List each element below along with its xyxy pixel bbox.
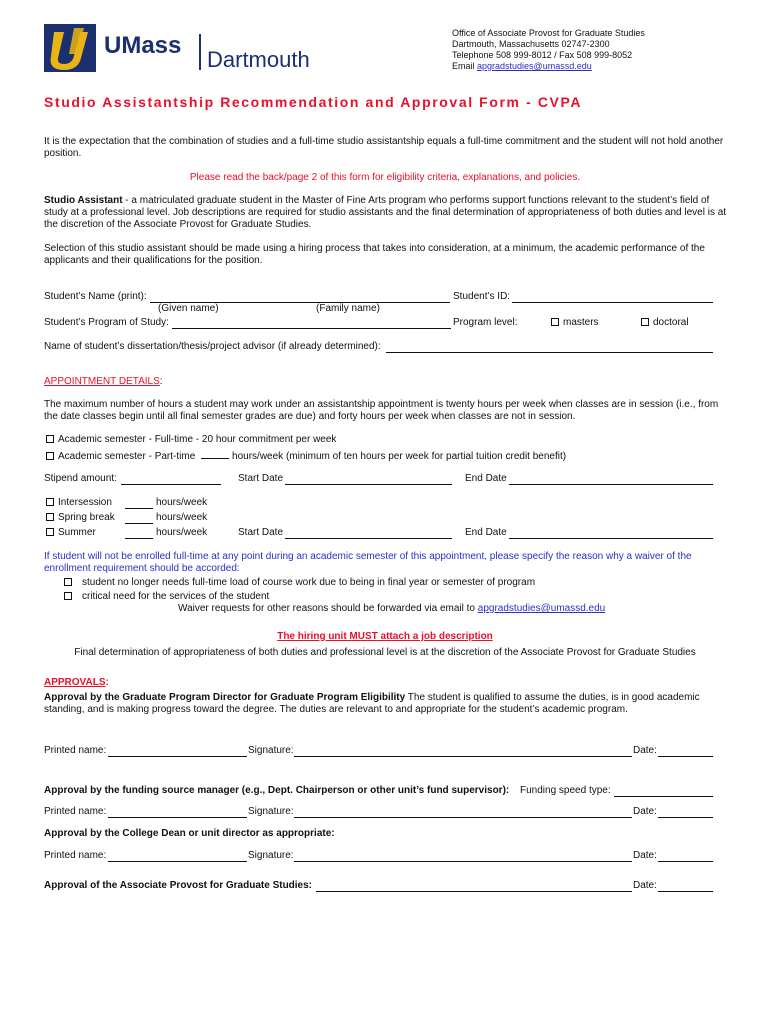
spring-break-checkbox[interactable] (46, 513, 54, 521)
funding-date-label: Date: (633, 806, 657, 817)
stipend-field[interactable] (121, 474, 221, 485)
given-name-caption: (Given name) (158, 303, 219, 314)
dean-signature-field[interactable] (294, 851, 632, 862)
student-id-label: Student’s ID: (453, 291, 511, 302)
full-time-option[interactable] (46, 434, 336, 445)
appointment-heading-text: APPOINTMENT DETAILS (44, 376, 160, 387)
logo-dartmouth-text: Dartmouth (207, 47, 310, 72)
funding-date-field[interactable] (658, 807, 713, 818)
final-determination-note: Final determination of appropriateness of both duties and professional level is at the discretion of the Associate Provost for Graduate Studies (74, 647, 696, 658)
dean-signature-label: Signature: (248, 850, 294, 861)
program-study-label: Student’s Program of Study: (44, 317, 169, 328)
student-id-field[interactable] (512, 292, 713, 303)
summer-label: Summer (58, 527, 96, 538)
appointment-heading (44, 376, 163, 387)
dean-printed-field[interactable] (108, 851, 247, 862)
spring-break-label: Spring break (58, 512, 115, 523)
intersession-label: Intersession (58, 497, 112, 508)
provost-approval-title: Approval of the Associate Provost for Graduate Studies: (44, 880, 313, 891)
part-time-label: Academic semester - Part-time (58, 451, 196, 462)
doctoral-checkbox[interactable] (641, 318, 649, 326)
logo-divider (199, 34, 201, 70)
gpd-signature-field[interactable] (294, 746, 632, 757)
definition-text: - a matriculated graduate student in the Master of Fine Arts program who performs support functions relevant to the student’s field of study at a professional level. Job descriptions are required for studio assistants and the final determination of appropriateness of both duties and level is at the discretion of the Associate Provost for Graduate Studies. (44, 195, 727, 230)
end-date-label-2: End Date (465, 527, 507, 538)
doctoral-option[interactable] (641, 317, 689, 328)
funding-type-label: Funding speed type: (520, 785, 611, 796)
funding-type-field[interactable] (614, 786, 713, 797)
approvals-heading-colon: : (105, 677, 109, 688)
end-date-label-1: End Date (465, 473, 507, 484)
full-time-label: Academic semester - Full-time - 20 hour commitment per week (58, 434, 337, 445)
intersession-checkbox[interactable] (46, 498, 54, 506)
email-label: Email (452, 61, 478, 71)
waiver-option-2[interactable] (64, 591, 269, 602)
provost-signature-field[interactable] (316, 881, 632, 892)
waiver-email-link[interactable]: apgradstudies@umassd.edu (477, 603, 606, 614)
gpd-approval-text: The student is qualified to assume the duties, is in good academic standing, and is making progress toward the degree. The duties are relevant to and appropriate for the student’s academic program. (44, 692, 700, 715)
end-date-field-2[interactable] (509, 528, 713, 539)
office-name: Office of Associate Provost for Graduate Studies (452, 28, 645, 38)
program-study-field[interactable] (172, 318, 451, 329)
dean-date-label: Date: (633, 850, 657, 861)
waiver-option-1[interactable] (64, 577, 535, 588)
office-address-block (452, 28, 645, 72)
family-name-caption: (Family name) (316, 303, 380, 314)
start-date-field-1[interactable] (285, 474, 452, 485)
gpd-date-field[interactable] (658, 746, 713, 757)
office-email-line (452, 61, 645, 72)
funding-approval-title: Approval by the funding source manager (e.g., Dept. Chairperson or other unit’s fund supervisor): (44, 785, 510, 796)
funding-signature-field[interactable] (294, 807, 632, 818)
summer-option[interactable] (46, 527, 96, 538)
masters-option[interactable] (551, 317, 599, 328)
funding-printed-field[interactable] (108, 807, 247, 818)
program-level-label: Program level: (453, 317, 518, 328)
stipend-label: Stipend amount: (44, 473, 117, 484)
umass-logo (44, 24, 334, 74)
waiver-other-line (178, 603, 605, 614)
summer-hours-field[interactable] (125, 528, 153, 539)
spring-break-option[interactable] (46, 512, 115, 523)
logo-umass-text: UMass (104, 32, 182, 59)
waiver-option-2-checkbox[interactable] (64, 592, 72, 600)
funding-printed-label: Printed name: (44, 806, 107, 817)
doctoral-label: doctoral (653, 317, 689, 328)
gpd-printed-field[interactable] (108, 746, 247, 757)
waiver-option-1-checkbox[interactable] (64, 578, 72, 586)
start-date-label-2: Start Date (238, 527, 284, 538)
spring-hours-label: hours/week (156, 512, 208, 523)
gpd-date-label: Date: (633, 745, 657, 756)
definition-term: Studio Assistant (44, 195, 123, 206)
read-note: Please read the back/page 2 of this form for eligibility criteria, explanations, and policies. (189, 172, 581, 183)
intersession-option[interactable] (46, 497, 112, 508)
start-date-field-2[interactable] (285, 528, 452, 539)
advisor-label: Name of student’s dissertation/thesis/project advisor (if already determined): (44, 341, 381, 352)
start-date-label-1: Start Date (238, 473, 284, 484)
office-email-link[interactable]: apgradstudies@umassd.edu (477, 61, 592, 71)
form-title: Studio Assistantship Recommendation and Approval Form - CVPA (44, 94, 583, 110)
office-city: Dartmouth, Massachusetts 02747-2300 (452, 39, 610, 49)
part-time-option[interactable] (46, 448, 566, 462)
masters-checkbox[interactable] (551, 318, 559, 326)
max-hours-text: The maximum number of hours a student may work under an assistantship appointment is twenty hours per week when classes are in session (i.e., from the date classes begin until all final semester grades are due) and forty hours per week when classes are not in session. (44, 399, 719, 422)
appointment-heading-colon: : (159, 376, 163, 387)
waiver-other-text: Waiver requests for other reasons should be forwarded via email to (178, 603, 478, 614)
selection-paragraph: Selection of this studio assistant should be made using a hiring process that takes into consideration, at a minimum, the academic performance of the applicants and their qualifications for the position. (44, 243, 705, 266)
dean-approval-title: Approval by the College Dean or unit director as appropriate: (44, 828, 335, 839)
intersession-hours-label: hours/week (156, 497, 208, 508)
summer-checkbox[interactable] (46, 528, 54, 536)
office-phone: Telephone 508 999-8012 / Fax 508 999-8052 (452, 50, 633, 60)
funding-signature-label: Signature: (248, 806, 294, 817)
gpd-approval-paragraph (44, 692, 730, 716)
full-time-checkbox[interactable] (46, 435, 54, 443)
student-name-label: Student’s Name (print): (44, 291, 147, 302)
part-time-checkbox[interactable] (46, 452, 54, 460)
umass-u-emblem-icon (44, 24, 96, 72)
definition-paragraph (44, 195, 728, 231)
advisor-field[interactable] (386, 342, 713, 353)
gpd-printed-label: Printed name: (44, 745, 107, 756)
gpd-approval-title: Approval by the Graduate Program Director for Graduate Program Eligibility (44, 692, 406, 703)
end-date-field-1[interactable] (509, 474, 713, 485)
part-time-suffix: hours/week (minimum of ten hours per week for partial tuition credit benefit) (232, 451, 567, 462)
intersession-hours-field[interactable] (125, 498, 153, 509)
dean-printed-label: Printed name: (44, 850, 107, 861)
job-description-note: The hiring unit MUST attach a job description (277, 631, 493, 642)
student-name-field[interactable] (150, 292, 450, 303)
intro-text: It is the expectation that the combination of studies and a full-time studio assistantship equals a full-time commitment and the student will not hold another position. (44, 136, 724, 159)
masters-label: masters (563, 317, 599, 328)
waiver-option-1-label: student no longer needs full-time load of course work due to being in final year or semester of program (82, 577, 536, 588)
summer-hours-label: hours/week (156, 527, 208, 538)
approvals-heading (44, 677, 109, 688)
gpd-signature-label: Signature: (248, 745, 294, 756)
waiver-option-2-label: critical need for the services of the student (82, 591, 270, 602)
dean-date-field[interactable] (658, 851, 713, 862)
provost-date-label: Date: (633, 880, 657, 891)
part-time-hours-field[interactable] (201, 448, 229, 459)
approvals-heading-text: APPROVALS (44, 677, 106, 688)
provost-date-field[interactable] (658, 881, 713, 892)
waiver-text: If student will not be enrolled full-time at any point during an academic semester of this appointment, please specify the reason why a waiver of the enrollment requirement should be accorded: (44, 551, 692, 574)
spring-hours-field[interactable] (125, 513, 153, 524)
